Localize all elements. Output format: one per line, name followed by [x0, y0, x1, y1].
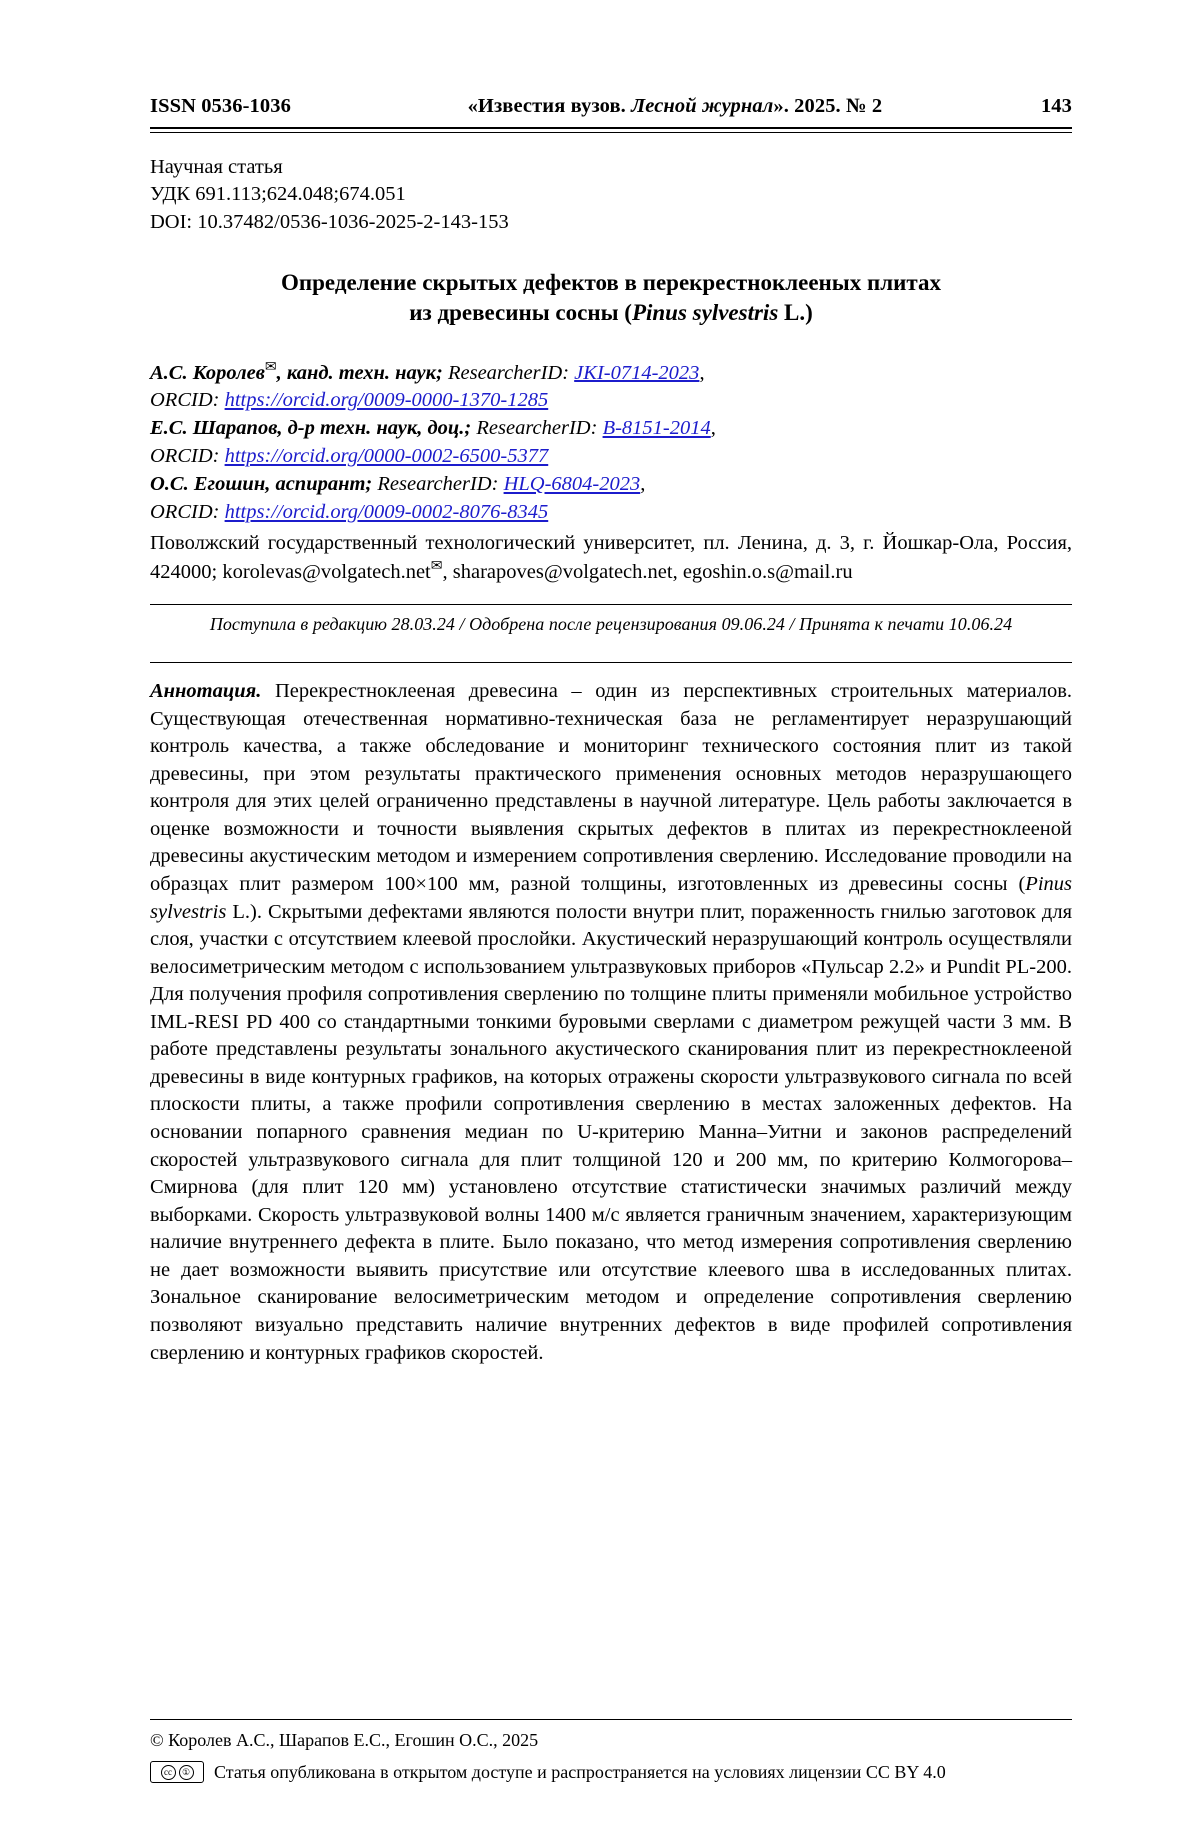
- journal-title: [291, 95, 1041, 118]
- researcherid-label: ResearcherID:: [471, 417, 598, 440]
- orcid-line-2: [150, 443, 1072, 471]
- abstract: [150, 678, 1072, 1367]
- copyright-line: © Королев А.С., Шарапов Е.С., Егошин О.С., 2025: [150, 1729, 539, 1750]
- udk-code: УДК 691.113;624.048;674.051: [150, 183, 406, 206]
- running-head: [150, 95, 1072, 118]
- orcid-line-1: [150, 387, 1072, 415]
- orcid-label: ORCID:: [150, 444, 220, 467]
- by-mark: ①: [179, 1765, 194, 1780]
- doi-code: DOI: 10.37482/0536-1036-2025-2-143-153: [150, 210, 509, 233]
- author-comma: ,: [710, 417, 716, 440]
- title-species-italic: Pinus sylvestris: [631, 299, 779, 325]
- issn-label: ISSN 0536-1036: [150, 95, 291, 117]
- researcherid-label: ResearcherID:: [372, 472, 499, 495]
- title-line2-post: L.): [778, 299, 813, 325]
- affiliation: [150, 529, 1072, 586]
- author-name: О.С. Егошин: [150, 472, 266, 495]
- abstract-species-italic: Pinus sylvestris: [150, 872, 1072, 923]
- title-line1: Определение скрытых дефектов в перекрестноклееных плитах: [280, 269, 941, 295]
- researcherid-link[interactable]: JKI-0714-2023: [574, 361, 700, 384]
- researcherid-label: ResearcherID:: [442, 361, 570, 384]
- author-entry-2: [150, 415, 1072, 443]
- affiliation-text-1: Поволжский государственный технологический университет, пл. Ленина, д. 3, г. Йошкар-Ола, Россия, 424000; korolevas@volgatech.net: [150, 531, 1072, 583]
- author-comma: ,: [640, 472, 646, 495]
- header-rule: [150, 127, 1072, 133]
- dates-rule-bottom: [150, 662, 1072, 663]
- author-entry-1: [150, 358, 1072, 388]
- submission-dates: Поступила в редакцию 28.03.24 / Одобрена после рецензирования 09.06.24 / Принята к печати 10.06.24: [209, 614, 1013, 634]
- journal-title-part2: ». 2025. № 2: [773, 95, 883, 117]
- author-degree: , канд. техн. наук;: [276, 361, 443, 384]
- author-name: Е.С. Шарапов: [150, 417, 278, 440]
- orcid-link[interactable]: https://orcid.org/0000-0002-6500-5377: [224, 444, 549, 467]
- orcid-link[interactable]: https://orcid.org/0009-0000-1370-1285: [224, 389, 549, 412]
- page-number: 143: [1040, 95, 1072, 117]
- researcherid-link[interactable]: B-8151-2014: [602, 417, 711, 440]
- author-degree: , аспирант;: [265, 472, 373, 495]
- license-text: Статья опубликована в открытом доступе и распространяется на условиях лицензии CC BY 4.0: [214, 1761, 946, 1782]
- affiliation-text-2: , sharapoves@volgatech.net, egoshin.o.s@mail.ru: [442, 560, 853, 583]
- author-degree: , д-р техн. наук, доц.;: [277, 417, 472, 440]
- article-type: Научная статья: [150, 156, 283, 178]
- page-footer: [150, 1719, 1072, 1783]
- abstract-label: Аннотация.: [150, 680, 262, 702]
- author-entry-3: [150, 471, 1072, 499]
- orcid-link[interactable]: https://orcid.org/0009-0002-8076-8345: [224, 500, 549, 523]
- footer-rule: [150, 1719, 1072, 1720]
- author-name: А.С. Королев: [150, 361, 265, 384]
- abstract-text-2: L.). Скрытыми дефектами являются полости внутри плит, пораженность гнилью заготовок для слоя, участки с отсутствием клеевой прослойки. Акустический неразрушающий контроль осуществляли велосиметрическим методом с использованием ультразвуковых приборов «Пульсар 2.2» и Pundit PL-200. Для получения профиля сопротивления сверлению по толщине плиты применяли мобильное устройство IML-RESI PD 400 со стандартными тонкими буровыми сверлами с диаметром режущей части 3 мм. В работе представлены результаты зонального акустического сканирования плит из перекрестноклееной древесины в виде контурных графиков, на которых отражены скорости ультразвукового сигнала по всей плоскости плиты, а также профили сопротивления сверлению в местах заложенных дефектов. На основании попарного сравнения медиан по U-критерию Манна–Уитни и законов распределений скоростей ультразвукового сигнала для плит толщиной 120 и 200 мм, по критерию Колмогорова–Смирнова (для плит 120 мм) установлено отсутствие статистически значимых различий между выборками. Скорость ультразвуковой волны 1400 м/с является граничным значением, характеризующим наличие внутреннего дефекта в плите. Было показано, что метод измерения сопротивления сверлению не дает возможности выявить присутствие или отсутствие клеевого шва в исследованных плитах. Зональное сканирование велосиметрическим методом и определение сопротивления сверлению позволяют визуально представить наличие внутренних дефектов в виде профилей сопротивления сверлению и контурных графиков скоростей.: [150, 900, 1072, 1364]
- creative-commons-icon: [150, 1761, 204, 1783]
- title-line2-pre: из древесины сосны (: [409, 299, 632, 325]
- orcid-label: ORCID:: [150, 500, 220, 523]
- abstract-text-1: Перекрестноклееная древесина – один из перспективных строительных материалов. Существующая отечественная нормативно-техническая база не регламентирует неразрушающий контроль качества, а также обследование и мониторинг технического состояния плит из такой древесины, при этом результаты практического применения основных методов неразрушающего контроля для этих целей ограниченно представлены в научной литературе. Цель работы заключается в оценке возможности и точности выявления скрытых дефектов в плитах из перекрестноклееной древесины акустическим методом и измерением сопротивления сверлению. Исследование проводили на образцах плит размером 100×100 мм, разной толщины, изготовленных из древесины сосны (: [150, 680, 1072, 895]
- journal-title-italic: Лесной журнал: [631, 95, 774, 117]
- email-marker-icon: ✉: [264, 359, 277, 375]
- orcid-label: ORCID:: [150, 389, 220, 412]
- researcherid-link[interactable]: HLQ-6804-2023: [503, 472, 641, 495]
- orcid-line-3: [150, 499, 1072, 527]
- journal-title-part1: «Известия вузов.: [467, 95, 632, 117]
- author-comma: ,: [699, 361, 705, 384]
- page-title: [150, 268, 1072, 328]
- license-row: [150, 1761, 1072, 1783]
- article-meta: [150, 154, 1072, 236]
- author-list: [150, 358, 1072, 527]
- email-marker-icon: ✉: [430, 558, 443, 574]
- cc-mark: cc: [161, 1765, 176, 1780]
